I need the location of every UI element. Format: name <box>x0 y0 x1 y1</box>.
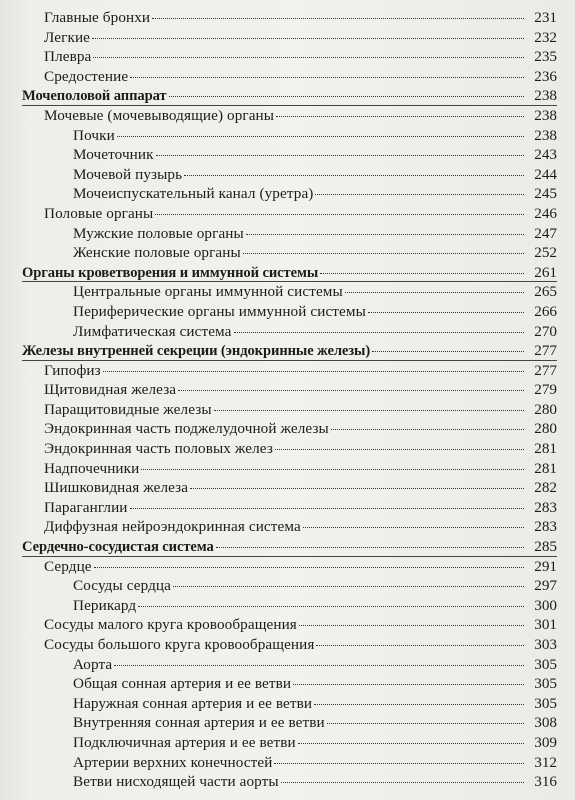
dot-leader <box>92 37 524 39</box>
dot-leader <box>246 233 524 235</box>
toc-page-number: 305 <box>534 675 557 693</box>
toc-entry <box>0 9 575 29</box>
dot-leader <box>275 448 524 450</box>
toc-entry-title: Плевра <box>44 48 92 66</box>
dot-leader <box>117 135 524 137</box>
section-underline <box>22 281 557 282</box>
toc-page-number: 270 <box>534 322 557 340</box>
toc-page-number: 277 <box>534 342 557 360</box>
toc-page-number: 282 <box>534 479 557 497</box>
toc-entry-title: Подключичная артерия и ее ветви <box>73 733 296 751</box>
toc-page-number: 308 <box>534 714 557 732</box>
toc-entry <box>0 362 575 382</box>
toc-page-number: 291 <box>534 557 557 575</box>
toc-entry-title: Органы кроветворения и иммунной системы <box>22 264 319 281</box>
toc-entry-title: Центральные органы иммунной системы <box>73 283 343 301</box>
dot-leader <box>141 468 524 470</box>
toc-page-number: 236 <box>534 67 557 85</box>
table-of-contents <box>0 9 575 793</box>
toc-entry <box>0 401 575 421</box>
toc-page-number: 305 <box>534 694 557 712</box>
dot-leader <box>94 566 524 568</box>
toc-page-number: 265 <box>534 283 557 301</box>
toc-entry <box>0 577 575 597</box>
toc-entry-title: Лимфатическая система <box>73 322 232 340</box>
dot-leader <box>138 605 524 607</box>
toc-entry-title: Мочеиспускательный канал (уретра) <box>73 185 314 203</box>
toc-section-heading <box>0 264 575 284</box>
toc-page-number: 238 <box>534 106 557 124</box>
dot-leader <box>372 350 524 352</box>
dot-leader <box>114 664 524 666</box>
toc-entry <box>0 675 575 695</box>
toc-entry <box>0 460 575 480</box>
toc-page-number: 238 <box>534 126 557 144</box>
toc-entry <box>0 754 575 774</box>
toc-section-heading <box>0 87 575 107</box>
toc-page-number: 281 <box>534 440 557 458</box>
toc-entry <box>0 440 575 460</box>
dot-leader <box>155 213 524 215</box>
toc-entry-title: Мочеточник <box>73 146 154 164</box>
dot-leader <box>299 624 524 626</box>
toc-entry-title: Артерии верхних конечностей <box>73 753 273 771</box>
dot-leader <box>327 722 524 724</box>
toc-entry-title: Главные бронхи <box>44 9 151 26</box>
toc-entry <box>0 773 575 793</box>
toc-entry <box>0 558 575 578</box>
toc-entry-title: Железы внутренней секреции (эндокринные железы) <box>22 343 371 360</box>
dot-leader <box>173 585 524 587</box>
toc-entry-title: Общая сонная артерия и ее ветви <box>73 675 292 693</box>
toc-entry <box>0 636 575 656</box>
toc-page-number: 235 <box>534 48 557 66</box>
section-underline <box>22 360 557 361</box>
dot-leader <box>130 507 524 509</box>
toc-section-heading <box>0 342 575 362</box>
toc-entry-title: Наружная сонная артерия и ее ветви <box>73 694 313 712</box>
toc-entry-title: Половые органы <box>44 204 154 222</box>
toc-page-number: 301 <box>534 616 557 634</box>
toc-entry-title: Паращитовидные железы <box>44 400 212 418</box>
dot-leader <box>293 683 524 685</box>
dot-leader <box>243 252 524 254</box>
toc-entry-title: Параганглии <box>44 498 128 516</box>
dot-leader <box>130 76 524 78</box>
toc-entry <box>0 616 575 636</box>
toc-entry-title: Аорта <box>73 655 113 673</box>
toc-entry <box>0 244 575 264</box>
toc-entry-title: Щитовидная железа <box>44 381 177 399</box>
toc-page-number: 309 <box>534 733 557 751</box>
toc-entry <box>0 695 575 715</box>
toc-entry-title: Мочевые (мочевыводящие) органы <box>44 106 275 124</box>
toc-entry <box>0 205 575 225</box>
dot-leader <box>152 17 524 19</box>
toc-page-number: 305 <box>534 655 557 673</box>
dot-leader <box>190 487 524 489</box>
toc-entry <box>0 499 575 519</box>
section-underline <box>22 105 557 106</box>
dot-leader <box>320 272 524 274</box>
toc-entry <box>0 656 575 676</box>
toc-page-number: 277 <box>534 361 557 379</box>
toc-page-number: 300 <box>534 596 557 614</box>
dot-leader <box>216 546 524 548</box>
toc-entry-title: Сосуды сердца <box>73 577 171 595</box>
toc-entry <box>0 303 575 323</box>
toc-entry <box>0 597 575 617</box>
toc-page-number: 279 <box>534 381 557 399</box>
toc-page-number: 261 <box>534 263 557 281</box>
toc-entry-title: Диффузная нейроэндокринная система <box>44 518 301 536</box>
toc-entry <box>0 127 575 147</box>
toc-page-number: 243 <box>534 146 557 164</box>
toc-entry <box>0 323 575 343</box>
toc-entry-title: Перикард <box>73 596 137 614</box>
toc-entry <box>0 734 575 754</box>
toc-entry-title: Сосуды малого круга кровообращения <box>44 616 297 634</box>
dot-leader <box>156 154 524 156</box>
toc-page-number: 244 <box>534 165 557 183</box>
dot-leader <box>234 331 525 333</box>
toc-entry <box>0 185 575 205</box>
toc-page-number: 316 <box>534 773 557 791</box>
toc-page-number: 312 <box>534 753 557 771</box>
dot-leader <box>368 311 524 313</box>
toc-entry-title: Периферические органы иммунной системы <box>73 302 366 320</box>
dot-leader <box>331 428 524 430</box>
toc-page-number: 297 <box>534 577 557 595</box>
toc-page-number: 231 <box>534 9 557 26</box>
toc-entry <box>0 68 575 88</box>
dot-leader <box>214 409 524 411</box>
toc-entry <box>0 420 575 440</box>
dot-leader <box>274 762 524 764</box>
toc-entry-title: Легкие <box>44 28 91 46</box>
toc-entry-title: Ветви нисходящей части аорты <box>73 773 279 791</box>
toc-entry <box>0 714 575 734</box>
toc-entry <box>0 107 575 127</box>
toc-entry-title: Гипофиз <box>44 361 101 379</box>
toc-entry <box>0 283 575 303</box>
toc-entry-title: Мужские половые органы <box>73 224 244 242</box>
toc-entry-title: Надпочечники <box>44 459 140 477</box>
dot-leader <box>103 370 524 372</box>
toc-entry-title: Мочевой пузырь <box>73 165 183 183</box>
dot-leader <box>315 193 524 195</box>
toc-page-number: 285 <box>534 538 557 556</box>
toc-entry-title: Шишковидная железа <box>44 479 189 497</box>
toc-entry <box>0 225 575 245</box>
toc-page-number: 280 <box>534 420 557 438</box>
toc-entry-title: Сердце <box>44 557 92 575</box>
toc-section-heading <box>0 538 575 558</box>
toc-page-number: 266 <box>534 302 557 320</box>
dot-leader <box>314 703 524 705</box>
toc-page-number: 303 <box>534 636 557 653</box>
toc-page-number: 232 <box>534 28 557 46</box>
dot-leader <box>281 781 524 783</box>
toc-page-number: 281 <box>534 459 557 477</box>
toc-page-number: 247 <box>534 224 557 242</box>
toc-page-number: 238 <box>534 87 557 105</box>
toc-page-number: 283 <box>534 518 557 536</box>
toc-entry-title: Мочеполовой аппарат <box>22 88 167 105</box>
toc-entry-title: Сосуды большого круга кровообращения <box>44 636 315 653</box>
dot-leader <box>298 742 524 744</box>
toc-page-number: 280 <box>534 400 557 418</box>
section-underline <box>22 556 557 557</box>
toc-entry-title: Эндокринная часть поджелудочной железы <box>44 420 329 438</box>
dot-leader <box>178 389 524 391</box>
dot-leader <box>303 526 524 528</box>
toc-entry <box>0 146 575 166</box>
toc-entry <box>0 48 575 68</box>
toc-entry-title: Внутренняя сонная артерия и ее ветви <box>73 714 325 732</box>
dot-leader <box>169 95 524 97</box>
toc-entry <box>0 518 575 538</box>
toc-entry-title: Женские половые органы <box>73 244 241 262</box>
toc-entry <box>0 381 575 401</box>
dot-leader <box>184 174 524 176</box>
toc-entry <box>0 29 575 49</box>
toc-entry-title: Почки <box>73 126 115 144</box>
toc-page-number: 246 <box>534 204 557 222</box>
dot-leader <box>345 291 524 293</box>
toc-entry <box>0 166 575 186</box>
toc-entry-title: Сердечно-сосудистая система <box>22 539 214 556</box>
toc-page-number: 283 <box>534 498 557 516</box>
toc-entry-title: Средостение <box>44 67 129 85</box>
dot-leader <box>316 644 524 646</box>
dot-leader <box>276 115 524 117</box>
dot-leader <box>93 56 524 58</box>
toc-entry <box>0 479 575 499</box>
toc-page-number: 252 <box>534 244 557 262</box>
toc-page-number: 245 <box>534 185 557 203</box>
toc-entry-title: Эндокринная часть половых желез <box>44 440 273 458</box>
